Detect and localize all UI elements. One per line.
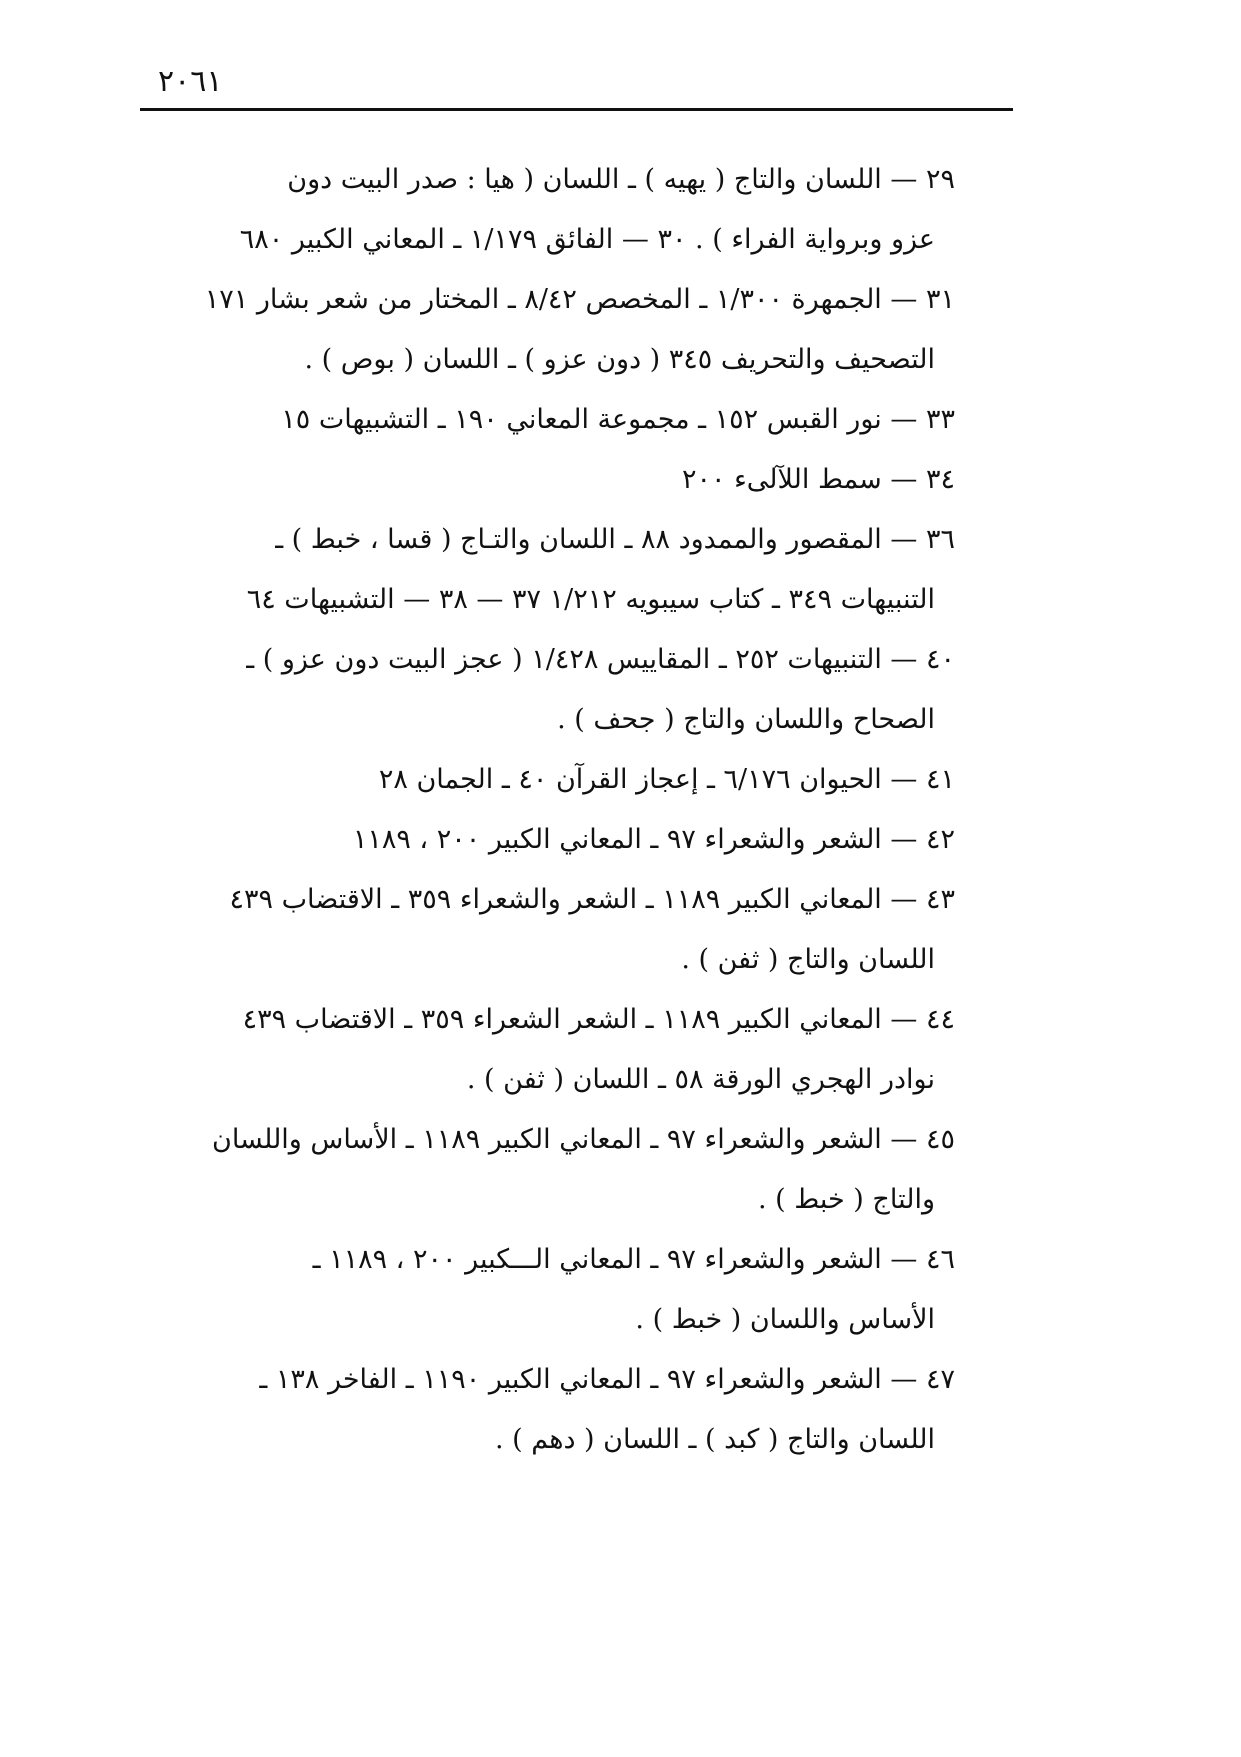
note-line: عزو وبرواية الفراء ) . ٣٠ — الفائق ١/١٧٩ ـ المعاني الكبير ٦٨٠: [239, 224, 935, 255]
note-line: والتاج ( خبط ) .: [757, 1184, 935, 1215]
note-line: الأساس واللسان ( خبط ) .: [635, 1304, 935, 1335]
note-line: اللسان والتاج ( ثفن ) .: [681, 944, 935, 975]
note-line: ٤١ — الحيوان ٦/١٧٦ ـ إعجاز القرآن ٤٠ ـ الجمان ٢٨: [378, 764, 955, 795]
header-rule: [140, 108, 1013, 111]
note-line: نوادر الهجري الورقة ٥٨ ـ اللسان ( ثفن ) .: [466, 1064, 935, 1095]
note-line: ٤٦ — الشعر والشعراء ٩٧ ـ المعاني الـــكبير ٢٠٠ ، ١١٨٩ ـ: [312, 1244, 955, 1275]
note-line: ٣٦ — المقصور والممدود ٨٨ ـ اللسان والتـاج ( قسا ، خبط ) ـ: [275, 524, 955, 555]
footnotes-block: [155, 150, 955, 1470]
note-line: ٤٥ — الشعر والشعراء ٩٧ ـ المعاني الكبير ١١٨٩ ـ الأساس واللسان: [212, 1124, 955, 1155]
note-line: الصحاح واللسان والتاج ( جحف ) .: [557, 704, 935, 735]
note-line: اللسان والتاج ( كبد ) ـ اللسان ( دهم ) .: [494, 1424, 935, 1455]
note-line: ٣١ — الجمهرة ١/٣٠٠ ـ المخصص ٨/٤٢ ـ المختار من شعر بشار ١٧١: [204, 284, 955, 315]
note-line: ٣٤ — سمط اللآلىء ٢٠٠: [682, 464, 955, 495]
note-line: ٤٤ — المعاني الكبير ١١٨٩ ـ الشعر الشعراء ٣٥٩ ـ الاقتضاب ٤٣٩: [242, 1004, 955, 1035]
note-line: ٣٣ — نور القبس ١٥٢ ـ مجموعة المعاني ١٩٠ ـ التشبيهات ١٥: [281, 404, 955, 435]
page-number: ٢٠٦١: [158, 64, 223, 99]
note-line: التنبيهات ٣٤٩ ـ كتاب سيبويه ١/٢١٢ ٣٧ — ٣٨ — التشبيهات ٦٤: [246, 584, 935, 615]
note-line: التصحيف والتحريف ٣٤٥ ( دون عزو ) ـ اللسان ( بوص ) .: [304, 344, 935, 375]
note-line: ٢٩ — اللسان والتاج ( يهيه ) ـ اللسان ( هيا : صدر البيت دون: [287, 164, 955, 195]
note-line: ٤٣ — المعاني الكبير ١١٨٩ ـ الشعر والشعراء ٣٥٩ ـ الاقتضاب ٤٣٩: [229, 884, 955, 915]
note-line: ٤٠ — التنبيهات ٢٥٢ ـ المقاييس ١/٤٢٨ ( عجز البيت دون عزو ) ـ: [246, 644, 955, 675]
note-line: ٤٧ — الشعر والشعراء ٩٧ ـ المعاني الكبير ١١٩٠ ـ الفاخر ١٣٨ ـ: [259, 1364, 955, 1395]
note-line: ٤٢ — الشعر والشعراء ٩٧ ـ المعاني الكبير ٢٠٠ ، ١١٨٩: [352, 824, 955, 855]
